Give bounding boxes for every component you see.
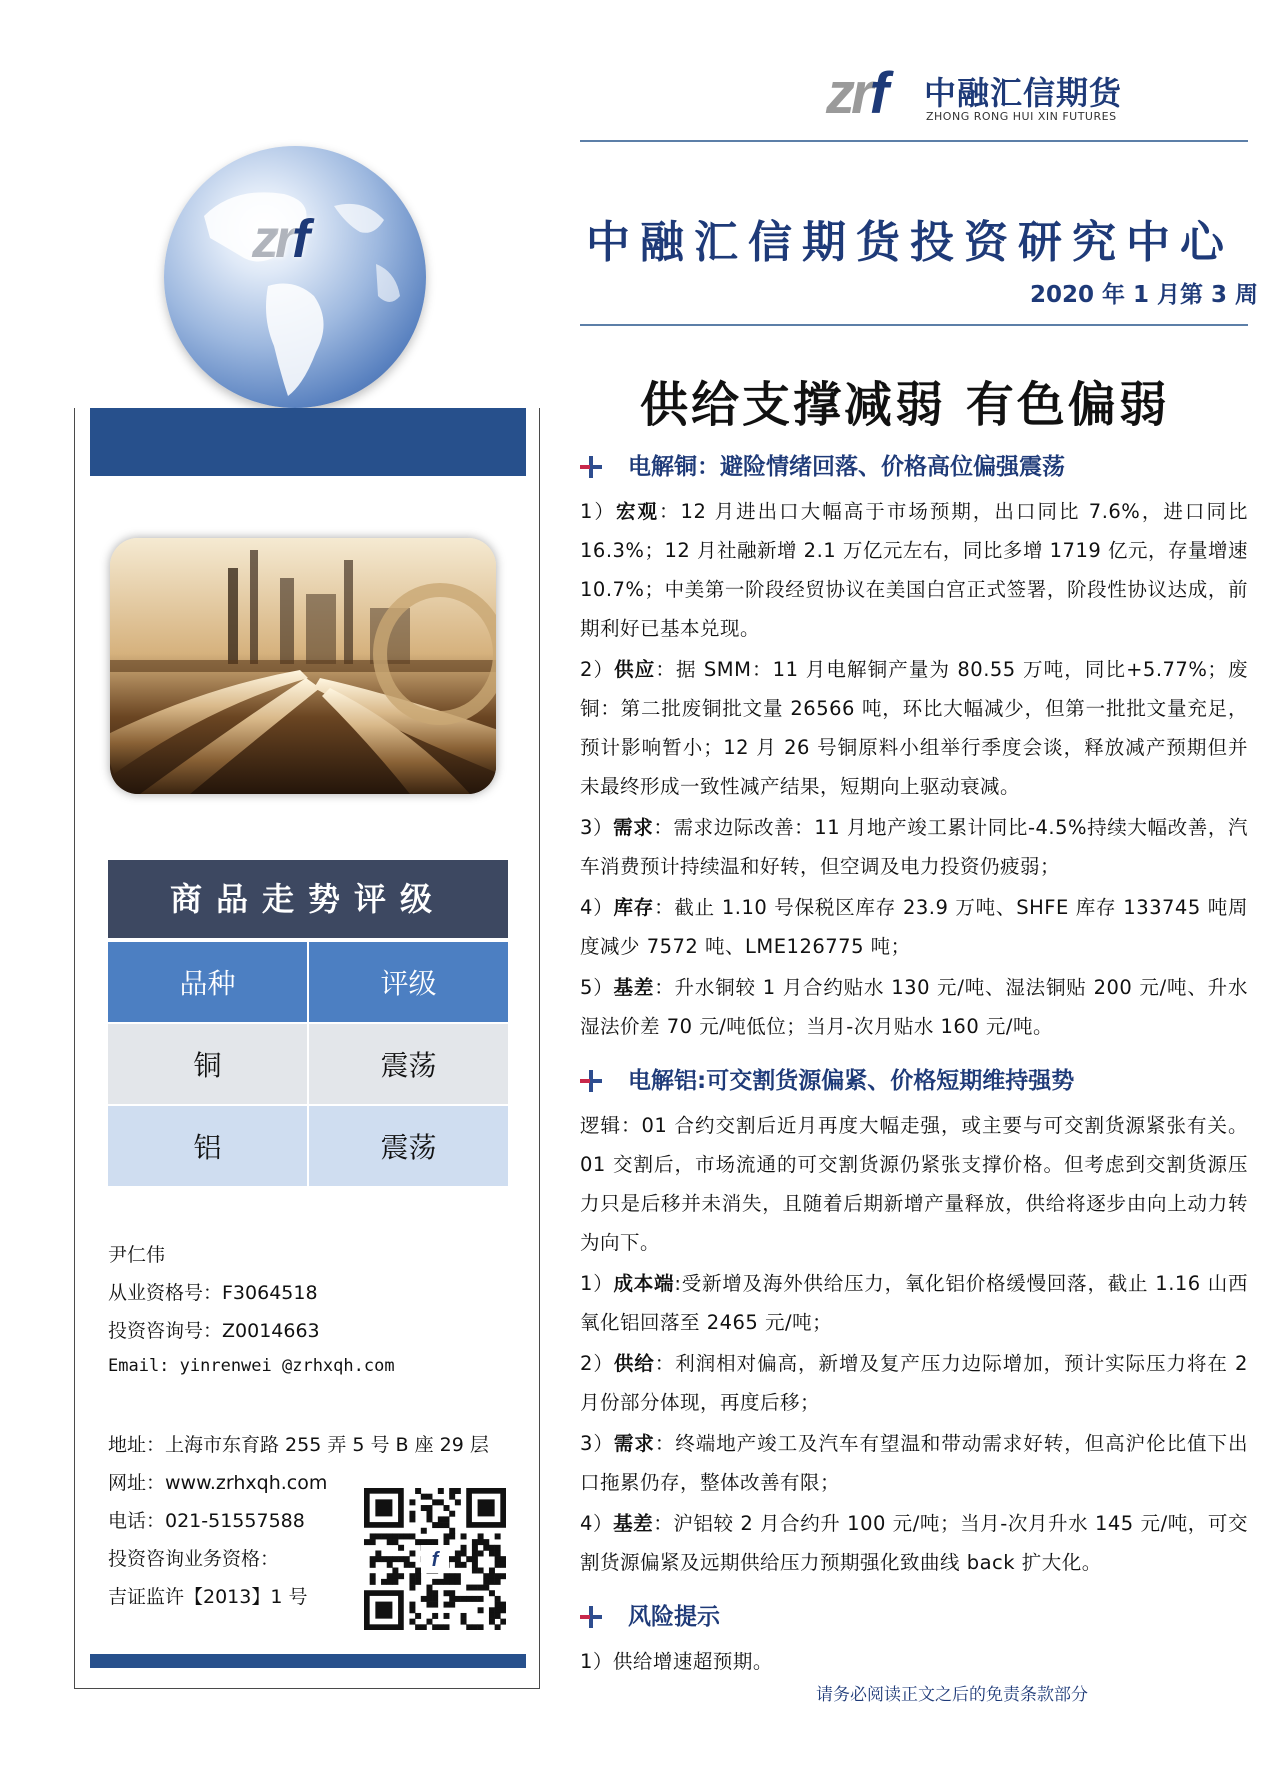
pipeline-photo xyxy=(110,538,496,794)
paragraph-text: ：12 月进出口大幅高于市场预期，出口同比 7.6%，进口同比 16.3%；12 月社融新增 2.1 万亿元左右，同比多增 1719 亿元，存量增速 10.7%；中美第一阶段经贸协议在美国白宫正式签署，阶段性协议达成，前期利好已基本兑现。 xyxy=(580,500,1248,640)
cross-bullet-icon xyxy=(580,1606,602,1628)
rating-col-commodity: 品种 xyxy=(108,942,308,1023)
section-paragraph xyxy=(580,650,1248,806)
qr-code xyxy=(364,1488,506,1630)
analyst-name: 尹仁伟 xyxy=(108,1244,166,1266)
svg-text:f: f xyxy=(431,1549,439,1571)
globe-continents xyxy=(164,146,426,408)
paragraph-text: ：据 SMM：11 月电解铜产量为 80.55 万吨，同比+5.77%；废铜：第二批废铜批文量 26566 吨，环比大幅减少，但第一批批文量充足，预计影响暂小；12 月 26 号铜原料小组举行季度会谈，释放减产预期但并未最终形成一致性减产结果，短期向上驱动衰减。 xyxy=(580,658,1248,798)
section-paragraph xyxy=(580,1424,1248,1502)
paragraph-text: 逻辑：01 合约交割后近月再度大幅走强，或主要与可交割货源紧张有关。01 交割后，市场流通的可交割货源仍紧张支撑价格。但考虑到交割货源压力只是后移并未消失，且随着后期新增产量释放，供给将逐步由向上动力转为向下。 xyxy=(580,1114,1248,1254)
sidebar-top-bar xyxy=(90,408,526,476)
section-paragraph xyxy=(580,1106,1248,1262)
paragraph-text: ：终端地产竣工及汽车有望温和带动需求好转，但高沪伦比值下出口拖累仍存，整体改善有限； xyxy=(580,1432,1248,1494)
paragraph-text: ：需求边际改善：11 月地产竣工累计同比-4.5%持续大幅改善，汽车消费预计持续温和好转，但空调及电力投资仍疲弱； xyxy=(580,816,1248,878)
section-paragraph xyxy=(580,1504,1248,1582)
section-paragraph xyxy=(580,1264,1248,1342)
org-title: 中融汇信期货投资研究中心 xyxy=(586,217,1234,268)
section-paragraph xyxy=(580,1642,1248,1681)
pipeline-illustration xyxy=(110,538,496,794)
paragraph-text: ：利润相对偏高，新增及复产压力边际增加，预计实际压力将在 2 月份部分体现，再度后移； xyxy=(580,1352,1248,1414)
paragraph-prefix: 1） xyxy=(580,500,616,523)
company-phone: 电话：021-51557588 xyxy=(108,1510,305,1532)
rating-table-title: 商品走势评级 xyxy=(108,860,508,938)
company-website[interactable]: 网址：www.zrhxqh.com xyxy=(108,1472,328,1494)
paragraph-text: :受新增及海外供给压力，氧化铝价格缓慢回落，截止 1.16 山西氧化铝回落至 2465 元/吨； xyxy=(580,1272,1248,1334)
header-rule-top xyxy=(580,140,1248,142)
disclaimer-note: 请务必阅读正文之后的免责条款部分 xyxy=(816,1685,1088,1705)
section-gap xyxy=(580,1584,1248,1598)
rating-col-rating: 评级 xyxy=(308,942,508,1023)
paragraph-keyword: 供给 xyxy=(613,1352,655,1375)
paragraph-text: ：沪铝较 2 月合约升 100 元/吨；当月-次月升水 145 元/吨，可交割货源偏紧及远期供给压力预期强化致曲线 back 扩大化。 xyxy=(580,1512,1248,1574)
rating-value-copper: 震荡 xyxy=(308,1023,508,1105)
section-title: 电解铝:可交割货源偏紧、价格短期维持强势 xyxy=(628,1068,1075,1094)
paragraph-prefix: 1） xyxy=(580,1272,614,1295)
section-gap xyxy=(580,1048,1248,1062)
paragraph-prefix: 2） xyxy=(580,658,615,681)
section-heading xyxy=(580,1062,1248,1102)
logo-letter-r: r xyxy=(851,61,870,126)
table-row xyxy=(108,1105,508,1186)
logo-english-name: ZHONG RONG HUI XIN FUTURES xyxy=(926,110,1117,123)
section-title: 风险提示 xyxy=(628,1604,720,1630)
company-address: 地址：上海市东育路 255 弄 5 号 B 座 29 层 xyxy=(108,1434,489,1456)
paragraph-keyword: 库存 xyxy=(613,896,655,919)
rating-commodity-copper: 铜 xyxy=(108,1023,308,1105)
logo-letter-f: f xyxy=(869,61,885,126)
paragraph-keyword: 宏观 xyxy=(615,500,660,523)
section-paragraph xyxy=(580,888,1248,966)
section-paragraph xyxy=(580,492,1248,648)
report-body xyxy=(580,448,1248,1683)
globe-zrf-mark xyxy=(252,208,306,270)
globe-letter-z: z xyxy=(252,209,275,269)
section-paragraph xyxy=(580,968,1248,1046)
paragraph-prefix: 5） xyxy=(580,976,614,999)
paragraph-text: ：截止 1.10 号保税区库存 23.9 万吨、SHFE 库存 133745 吨周度减少 7572 吨、LME126775 吨； xyxy=(580,896,1248,958)
analyst-consult-number: 投资咨询号：Z0014663 xyxy=(108,1320,320,1342)
paragraph-keyword: 基差 xyxy=(613,976,655,999)
cross-bullet-icon xyxy=(580,1070,602,1092)
company-logo xyxy=(826,58,1126,128)
paragraph-keyword: 需求 xyxy=(613,1432,655,1455)
paragraph-prefix: 3） xyxy=(580,816,614,839)
table-row xyxy=(108,1023,508,1105)
paragraph-prefix: 4） xyxy=(580,1512,614,1535)
qr-code-pattern xyxy=(364,1488,506,1630)
globe-logo-image xyxy=(164,146,426,408)
paragraph-keyword: 成本端 xyxy=(613,1272,675,1295)
logo-letter-z: z xyxy=(826,61,851,126)
header-rule-bottom xyxy=(580,324,1248,326)
paragraph-prefix: 3） xyxy=(580,1432,614,1455)
paragraph-prefix: 4） xyxy=(580,896,614,919)
logo-mark xyxy=(826,61,885,126)
sidebar-bottom-bar xyxy=(90,1654,526,1668)
paragraph-text: ：升水铜较 1 月合约贴水 130 元/吨、湿法铜贴 200 元/吨、升水湿法价差 70 元/吨低位；当月-次月贴水 160 元/吨。 xyxy=(580,976,1248,1038)
rating-table xyxy=(108,942,508,1186)
globe-letter-f: f xyxy=(292,209,306,269)
license-label: 投资咨询业务资格： xyxy=(108,1548,280,1570)
paragraph-keyword: 需求 xyxy=(613,816,654,839)
analyst-qualification: 从业资格号：F3064518 xyxy=(108,1282,318,1304)
report-main-title: 供给支撑减弱 有色偏弱 xyxy=(640,377,1170,433)
rating-commodity-aluminum: 铝 xyxy=(108,1105,308,1186)
section-title: 电解铜：避险情绪回落、价格高位偏强震荡 xyxy=(628,454,1065,480)
rating-value-aluminum: 震荡 xyxy=(308,1105,508,1186)
paragraph-keyword: 基差 xyxy=(613,1512,654,1535)
paragraph-prefix: 2） xyxy=(580,1352,614,1375)
globe-letter-r: r xyxy=(275,209,293,269)
analyst-email[interactable]: Email: yinrenwei @zrhxqh.com xyxy=(108,1356,395,1376)
cross-bullet-icon xyxy=(580,456,602,478)
paragraph-text: 1）供给增速超预期。 xyxy=(580,1650,773,1673)
license-number: 吉证监许【2013】1 号 xyxy=(108,1586,308,1608)
logo-chinese-name: 中融汇信期货 xyxy=(924,74,1123,112)
report-week: 2020 年 1 月第 3 周 xyxy=(1029,282,1258,308)
section-paragraph xyxy=(580,808,1248,886)
paragraph-keyword: 供应 xyxy=(614,658,656,681)
section-heading xyxy=(580,448,1248,488)
section-paragraph xyxy=(580,1344,1248,1422)
section-heading xyxy=(580,1598,1248,1638)
